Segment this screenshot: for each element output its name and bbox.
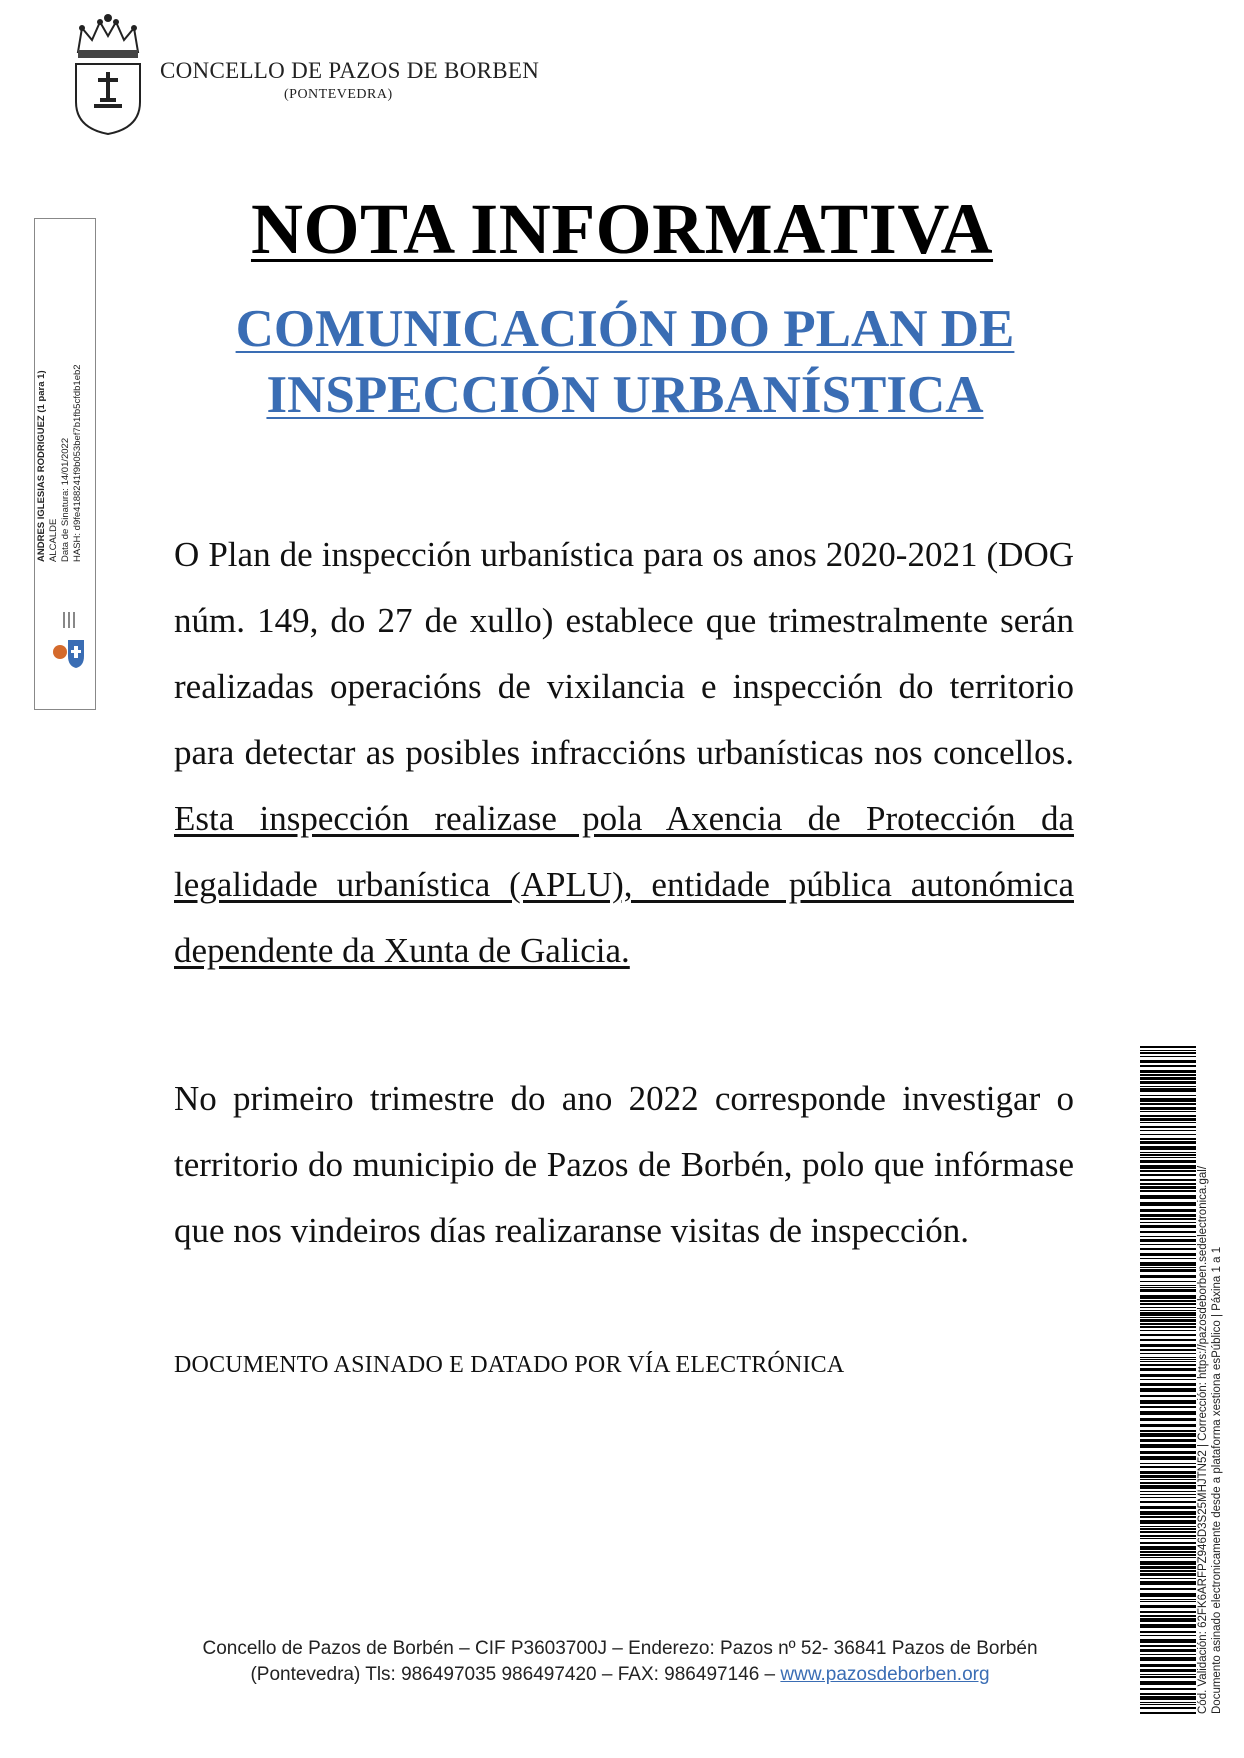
footer-line-2 <box>170 1662 1070 1688</box>
barcode-bar <box>1140 1528 1196 1530</box>
validation-info <box>1196 1046 1236 1714</box>
barcode-bar <box>1140 1456 1196 1460</box>
barcode-bar <box>1140 1674 1196 1675</box>
barcode-bar <box>1140 1225 1196 1228</box>
barcode-bar <box>1140 1704 1196 1705</box>
barcode-bar <box>1140 1065 1196 1067</box>
barcode-bar <box>1140 1231 1196 1233</box>
barcode-bar <box>1140 1368 1196 1371</box>
barcode-bar <box>1140 1195 1196 1199</box>
barcode-bar <box>1140 1330 1196 1331</box>
barcode-bar <box>1140 1050 1196 1051</box>
barcode-icon <box>1140 1046 1196 1714</box>
barcode-bar <box>1140 1170 1196 1172</box>
barcode-bar <box>1140 1444 1196 1448</box>
barcode-bar <box>1140 1406 1196 1408</box>
barcode-bar <box>1140 1186 1196 1189</box>
barcode-bar <box>1140 1542 1196 1544</box>
barcode-bar <box>1140 1303 1196 1305</box>
barcode-bar <box>1140 1383 1196 1386</box>
barcode-bar <box>1140 1439 1196 1442</box>
barcode-bar <box>1140 1379 1196 1380</box>
coat-of-arms-icon <box>72 10 144 136</box>
barcode-bar <box>1140 1364 1196 1366</box>
barcode-bar <box>1140 1285 1196 1286</box>
barcode-bar <box>1140 1239 1196 1242</box>
website-link[interactable]: www.pazosdeborben.org <box>780 1664 990 1685</box>
barcode-bar <box>1140 1601 1196 1602</box>
barcode-bar <box>1140 1593 1196 1597</box>
barcode-bar <box>1140 1506 1196 1509</box>
barcode-bar <box>1140 1317 1196 1318</box>
barcode-bar <box>1140 1323 1196 1325</box>
barcode-bar <box>1140 1494 1196 1495</box>
barcode-bar <box>1140 1218 1196 1220</box>
paragraph-1-text: O Plan de inspección urbanística para os anos 2020-2021 (DOG núm. 149, do 27 de xullo) establece que trimestralmente serán realizadas operacións de vixilancia e inspección do territorio para detectar as posibles infraccións urbanísticas nos concellos. <box>174 535 1074 772</box>
barcode-bar <box>1140 1326 1196 1328</box>
barcode-bar <box>1140 1115 1196 1117</box>
barcode-bar <box>1140 1418 1196 1421</box>
barcode-bar <box>1140 1088 1196 1092</box>
barcode-bar <box>1140 1081 1196 1084</box>
barcode-bar <box>1140 1056 1196 1057</box>
barcode-bar <box>1140 1236 1196 1237</box>
barcode-bar <box>1140 1561 1196 1565</box>
barcode-bar <box>1140 1111 1196 1112</box>
signer-role: ALCALDE <box>48 518 59 562</box>
barcode-bar <box>1140 1357 1196 1358</box>
barcode-bar <box>1140 1557 1196 1558</box>
barcode-bar <box>1140 1244 1196 1245</box>
barcode-bar <box>1140 1631 1196 1633</box>
barcode-bar <box>1140 1618 1196 1622</box>
barcode-bar <box>1140 1654 1196 1655</box>
barcode-bar <box>1140 1611 1196 1613</box>
barcode-bar <box>1140 1281 1196 1282</box>
barcode-bar <box>1140 1605 1196 1608</box>
barcode-bar <box>1140 1222 1196 1223</box>
org-province: (PONTEVEDRA) <box>284 87 393 102</box>
barcode-bar <box>1140 1052 1196 1054</box>
barcode-bar <box>1140 1190 1196 1192</box>
barcode-bar <box>1140 1165 1196 1169</box>
barcode-bar <box>1140 1258 1196 1259</box>
barcode-bar <box>1140 1451 1196 1454</box>
barcode-bar <box>1140 1262 1196 1266</box>
barcode-bar <box>1140 1669 1196 1672</box>
barcode-bar <box>1140 1353 1196 1354</box>
barcode-bar <box>1140 1202 1196 1206</box>
barcode-bar <box>1140 1310 1196 1311</box>
barcode-bar <box>1140 1578 1196 1579</box>
barcode-bar <box>1140 1339 1196 1341</box>
barcode-bar <box>1140 1374 1196 1377</box>
barcode-bar <box>1140 1098 1196 1102</box>
barcode-bar <box>1140 1475 1196 1478</box>
barcode-bar <box>1140 1497 1196 1498</box>
barcode-bar <box>1140 1319 1196 1322</box>
barcode-bar <box>1140 1657 1196 1661</box>
barcode-bar <box>1140 1275 1196 1278</box>
barcode-bar <box>1140 1289 1196 1292</box>
barcode-bar <box>1140 1649 1196 1652</box>
barcode-bar <box>1140 1070 1196 1073</box>
barcode-bar <box>1140 1430 1196 1432</box>
signer-name: ANDRES IGLESIAS RODRIGUEZ (1 para 1) <box>36 370 47 562</box>
barcode-bar <box>1140 1516 1196 1518</box>
barcode-bar <box>1140 1696 1196 1700</box>
signature-info <box>36 332 92 562</box>
barcode-bar <box>1140 1103 1196 1105</box>
barcode-bar <box>1140 1531 1196 1533</box>
page-subtitle: COMUNICACIÓN DO PLAN DE INSPECCIÓN URBANÍSTICA <box>235 300 1015 424</box>
barcode-bar <box>1140 1130 1196 1131</box>
barcode-bar <box>1140 1183 1196 1185</box>
validation-line-2: Documento asinado electronicamente desde a plataforma xestiona esPúblico | Páxina 1 a 1 <box>1211 1246 1223 1714</box>
barcode-bar <box>1140 1599 1196 1600</box>
barcode-bar <box>1140 1214 1196 1217</box>
barcode-bar <box>1140 1570 1196 1572</box>
signature-date: Data de Sinatura: 14/01/2022 <box>60 437 71 562</box>
barcode-bar <box>1140 1466 1196 1468</box>
barcode-bar <box>1140 1702 1196 1703</box>
barcode-bar <box>1140 1269 1196 1272</box>
footer-contact: (Pontevedra) Tls: 986497035 986497420 – FAX: 986497146 – <box>250 1664 781 1685</box>
body-paragraph-1 <box>174 522 1074 984</box>
footer-line-1: Concello de Pazos de Borbén – CIF P3603700J – Enderezo: Pazos nº 52- 36841 Pazos de Borbén <box>202 1638 1038 1659</box>
barcode-bar <box>1140 1300 1196 1302</box>
barcode-bar <box>1140 1551 1196 1553</box>
org-name: CONCELLO DE PAZOS DE BORBEN <box>160 58 540 83</box>
barcode-bar <box>1140 1707 1196 1709</box>
barcode-bar <box>1140 1077 1196 1080</box>
validation-line-1: Cód. Validación: 62FK6ARFPZ946D3S25MHJTN52 | Corrección: https://pazosdeborben.sedelectronica.gal/ <box>1197 1165 1209 1714</box>
barcode-bar <box>1140 1501 1196 1503</box>
barcode-bar <box>1140 1645 1196 1647</box>
barcode-bar <box>1140 1146 1196 1150</box>
barcode-bar <box>1140 1154 1196 1156</box>
body-paragraph-2: No primeiro trimestre do ano 2022 corresponde investigar o territorio do municipio de Pazos de Borbén, polo que infórmase que nos vindeiros días realizaranse visitas de inspección. <box>174 1079 1074 1250</box>
barcode-bar <box>1140 1287 1196 1288</box>
barcode-bar <box>1140 1248 1196 1250</box>
barcode-bar <box>1140 1334 1196 1336</box>
barcode-bar <box>1140 1511 1196 1515</box>
barcode-bar <box>1140 1118 1196 1121</box>
barcode-bar <box>1140 1485 1196 1489</box>
barcode-bar <box>1140 1095 1196 1096</box>
barcode-bar <box>1140 1433 1196 1437</box>
barcode-bar <box>1140 1209 1196 1212</box>
barcode-bar <box>1140 1491 1196 1492</box>
barcode-bar <box>1140 1554 1196 1556</box>
barcode-bar <box>1140 1520 1196 1524</box>
barcode-bar <box>1140 1400 1196 1404</box>
barcode-bar <box>1140 1307 1196 1308</box>
barcode-bar <box>1140 1046 1196 1048</box>
barcode-bar <box>1140 1395 1196 1397</box>
barcode-bar <box>1140 1411 1196 1415</box>
barcode-bar <box>1140 1179 1196 1181</box>
barcode-bar <box>1140 1424 1196 1427</box>
paragraph-1-underlined: Esta inspección realizase pola Axencia de Protección da legalidade urbanística (APLU), entidade pública autonómica dependente da Xunta de Galicia. <box>174 799 1074 970</box>
barcode-bar <box>1140 1157 1196 1158</box>
barcode-bar <box>1140 1134 1196 1135</box>
barcode-bar <box>1140 1712 1196 1714</box>
barcode-bar <box>1140 1681 1196 1685</box>
barcode-bar <box>1140 1160 1196 1163</box>
barcode-bar <box>1140 1573 1196 1576</box>
barcode-bar <box>1140 1471 1196 1474</box>
barcode-bar <box>1140 1138 1196 1140</box>
barcode-bar <box>1140 1581 1196 1585</box>
barcode-bar <box>1140 1086 1196 1087</box>
barcode-bar <box>1140 1349 1196 1351</box>
barcode-bar <box>1140 1588 1196 1590</box>
barcode-bar <box>1140 1388 1196 1392</box>
barcode-bar <box>1140 1253 1196 1256</box>
barcode-bar <box>1140 1267 1196 1268</box>
barcode-bar <box>1140 1546 1196 1550</box>
barcode-bar <box>1140 1482 1196 1484</box>
barcode-bar <box>1140 1526 1196 1527</box>
barcode-bar <box>1140 1635 1196 1636</box>
footer <box>170 1636 1070 1688</box>
barcode-bar <box>1140 1122 1196 1123</box>
signature-hash: HASH: d9fe4188241f9b053bef7b1fb5cfdb1eb2 <box>72 364 83 562</box>
barcode-bar <box>1140 1535 1196 1537</box>
barcode-bar <box>1140 1479 1196 1480</box>
barcode-bar <box>1140 1312 1196 1316</box>
barcode-bar <box>1140 1060 1196 1063</box>
barcode-bar <box>1140 1152 1196 1153</box>
barcode-bar <box>1140 1566 1196 1569</box>
barcode-bar <box>1140 1693 1196 1695</box>
barcode-bar <box>1140 1295 1196 1299</box>
barcode-bar <box>1140 1107 1196 1110</box>
barcode-bar <box>1140 1361 1196 1362</box>
barcode-bar <box>1140 1174 1196 1176</box>
barcode-bar <box>1140 1126 1196 1128</box>
barcode-bar <box>1140 1074 1196 1076</box>
barcode-bar <box>1140 1639 1196 1643</box>
barcode-bar <box>1140 1688 1196 1690</box>
barcode-bar <box>1140 1624 1196 1628</box>
barcode-bar <box>1140 1344 1196 1347</box>
barcode-bar <box>1140 1676 1196 1678</box>
barcode-bar <box>1140 1141 1196 1144</box>
barcode-bar <box>1140 1664 1196 1667</box>
barcode-bar <box>1140 1538 1196 1539</box>
barcode-bar <box>1140 1359 1196 1360</box>
municipal-logo-icon <box>46 610 90 670</box>
barcode-bar <box>1140 1463 1196 1464</box>
barcode-bar <box>1140 1615 1196 1617</box>
signed-note: DOCUMENTO ASINADO E DATADO POR VÍA ELECTRÓNICA <box>174 1352 845 1378</box>
page-title: NOTA INFORMATIVA <box>250 189 994 269</box>
